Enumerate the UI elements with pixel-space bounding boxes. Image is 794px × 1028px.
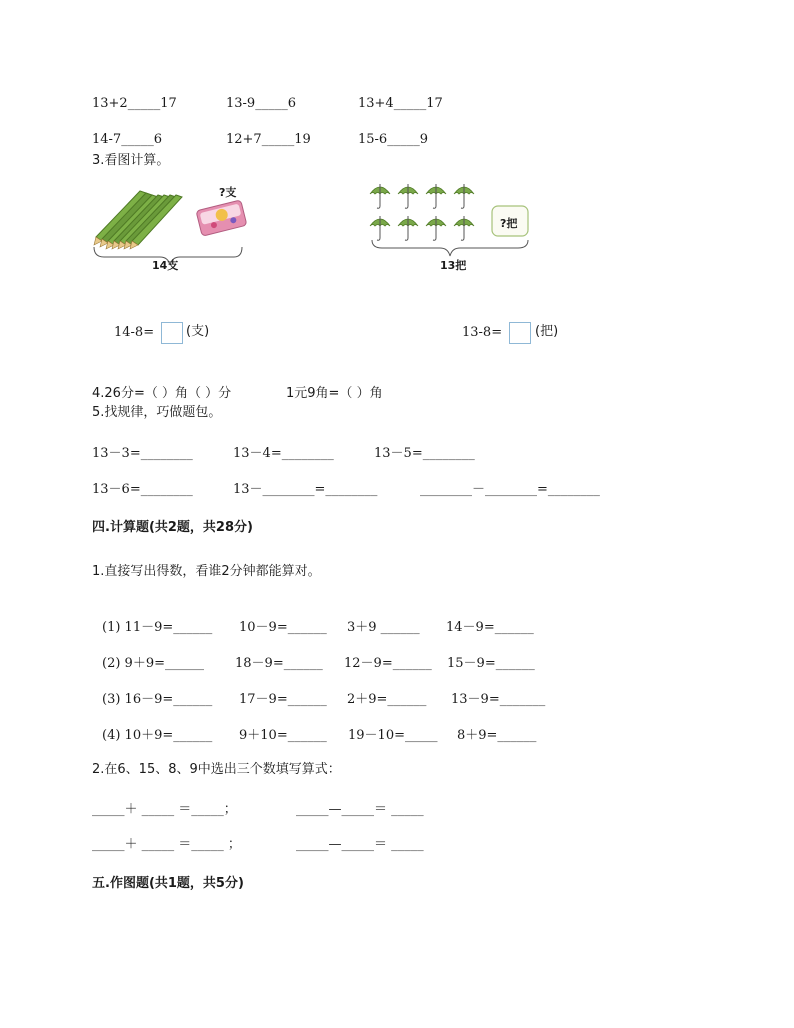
- s4-q2-row1-right: _____—_____＝ _____: [296, 802, 424, 817]
- s4-q1-title: 1.直接写出得数，看谁2分钟都能算对。: [92, 564, 321, 579]
- s4-row2-col4: 15－9=______: [447, 656, 535, 671]
- s4-row3-col1: (3) 16－9=______: [102, 692, 213, 707]
- s4-q2-title: 2.在6、15、8、9中选出三个数填写算式：: [92, 762, 341, 777]
- q5-row2-item2: 13－________=________: [233, 482, 378, 497]
- s4-row4-col4: 8＋9=______: [457, 728, 537, 743]
- compare-1-1: 13+2_____17: [92, 96, 177, 111]
- eq1-prefix: 14-8=: [114, 325, 155, 340]
- s4-row2-col2: 18－9=______: [235, 656, 323, 671]
- s4-row1-col2: 10－9=______: [239, 620, 327, 635]
- s4-row4-col2: 9＋10=______: [239, 728, 327, 743]
- section5-heading: 五.作图题(共1题，共5分): [92, 876, 244, 891]
- s4-row2-col3: 12－9=______: [344, 656, 432, 671]
- s4-row1-col4: 14－9=______: [446, 620, 534, 635]
- s4-row3-col2: 17－9=______: [239, 692, 327, 707]
- compare-2-2: 12+7_____19: [226, 132, 311, 147]
- pencils-total-label: 14支: [152, 259, 179, 272]
- s4-row4-col1: (4) 10＋9=______: [102, 728, 213, 743]
- q5-row1-item2: 13－4=________: [233, 446, 334, 461]
- s4-row3-col3: 2＋9=______: [347, 692, 427, 707]
- s4-row3-col4: 13－9=_______: [451, 692, 546, 707]
- q5-row1-item3: 13－5=________: [374, 446, 475, 461]
- compare-2-1: 14-7_____6: [92, 132, 162, 147]
- umbrellas-total-label: 13把: [440, 259, 467, 272]
- q3-title: 3.看图计算。: [92, 153, 170, 168]
- q4-part2: 1元9角=（ ）角: [286, 386, 383, 401]
- eq2-unit: (把): [535, 324, 559, 339]
- s4-row1-col3: 3＋9 ______: [347, 620, 420, 635]
- compare-2-3: 15-6_____9: [358, 132, 428, 147]
- s4-row1-col1: (1) 11－9=______: [102, 620, 213, 635]
- s4-row4-col3: 19－10=_____: [348, 728, 438, 743]
- compare-1-2: 13-9_____6: [226, 96, 296, 111]
- q5-row2-item3: ________－________=________: [420, 482, 600, 497]
- eq1-unit: (支): [186, 324, 210, 339]
- q5-row2-item1: 13－6=________: [92, 482, 193, 497]
- q4-part1: 4.26分=（ ）角（ ）分: [92, 386, 232, 401]
- q5-title: 5.找规律，巧做题包。: [92, 405, 222, 420]
- pencils-unknown-label: ?支: [219, 186, 237, 199]
- s4-q2-row2-left: _____＋ _____ ＝_____ ；: [92, 837, 241, 852]
- eq2-prefix: 13-8=: [462, 325, 503, 340]
- eq1-answer-box[interactable]: [161, 322, 183, 344]
- s4-q2-row2-right: _____—_____＝ _____: [296, 837, 424, 852]
- eq2-answer-box[interactable]: [509, 322, 531, 344]
- compare-1-3: 13+4_____17: [358, 96, 443, 111]
- q5-row1-item1: 13－3=________: [92, 446, 193, 461]
- umbrellas-unknown-label: ?把: [500, 217, 518, 230]
- s4-q2-row1-left: _____＋ _____ ＝_____；: [92, 802, 237, 817]
- s4-row2-col1: (2) 9＋9=______: [102, 656, 204, 671]
- section4-heading: 四.计算题(共2题，共28分): [92, 520, 253, 535]
